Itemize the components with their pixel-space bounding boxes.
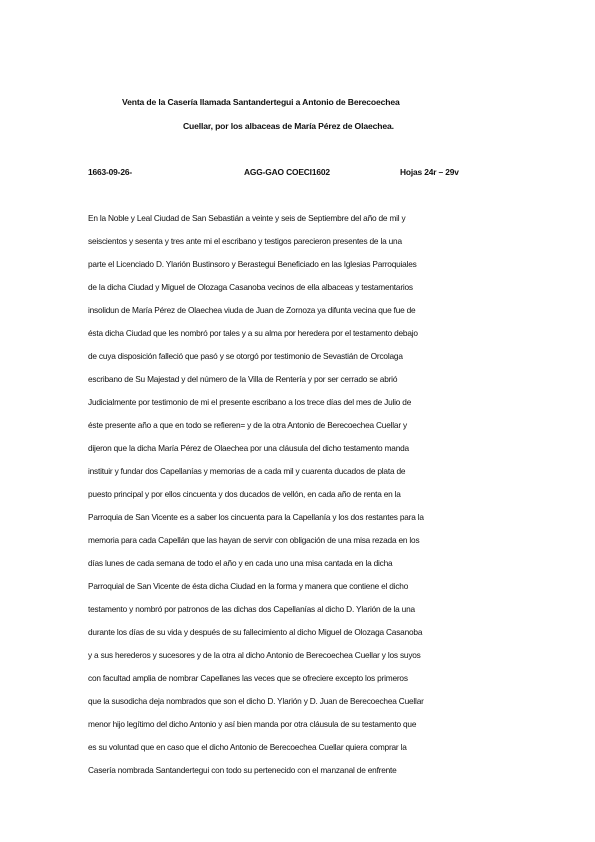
body-line: de la dicha Ciudad y Miguel de Olozaga Casanoba vecinos de ella albaceas y testamentarios: [88, 282, 413, 292]
body-line: Judicialmente por testimonio de mi el presente escribano a los trece días del mes de Julio de: [88, 397, 412, 407]
body-line: Parroquial de San Vicente de ésta dicha Ciudad en la forma y manera que contiene el dicho: [88, 581, 409, 591]
body-line: con facultad amplia de nombrar Capellanes las veces que se ofreciere excepto los primeros: [88, 673, 408, 683]
document-date: 1663-09-26-: [88, 167, 132, 177]
body-line: es su voluntad que en caso que el dicho Antonio de Berecoechea Cuellar quiera comprar la: [88, 742, 407, 752]
body-line: menor hijo legítimo del dicho Antonio y así bien manda por otra cláusula de su testamento que: [88, 719, 417, 729]
body-line: y a sus herederos y sucesores y de la otra al dicho Antonio de Berecoechea Cuellar y los suyos: [88, 650, 421, 660]
body-line: En la Noble y Leal Ciudad de San Sebastián a veinte y seis de Septiembre del año de mil y: [88, 213, 406, 223]
body-line: ésta dicha Ciudad que les nombró por tales y a su alma por heredera por el testamento debajo: [88, 328, 418, 338]
body-line: éste presente año a que en todo se refieren= y de la otra Antonio de Berecoechea Cuellar y: [88, 420, 407, 430]
body-line: testamento y nombró por patronos de las dichas dos Capellanías al dicho D. Ylarión de la una: [88, 604, 415, 614]
body-line: memoria para cada Capellán que las hayan de servir con obligación de una misa rezada en los: [88, 535, 420, 545]
body-line: insolidun de María Pérez de Olaechea viuda de Juan de Zornoza ya difunta vecina que fue de: [88, 305, 416, 315]
body-line: días lunes de cada semana de todo el año y en cada uno una misa cantada en la dicha: [88, 558, 393, 568]
body-line: parte el Licenciado D. Ylarión Bustinsoro y Berastegui Beneficiado en las Iglesias Parroquiales: [88, 259, 417, 269]
body-line: dijeron que la dicha María Pérez de Olaechea por una cláusula del dicho testamento manda: [88, 443, 409, 453]
body-line: instituir y fundar dos Capellanías y memorias de a cada mil y cuarenta ducados de plata de: [88, 466, 406, 476]
document-title-line-2: Cuellar, por los albaceas de María Pérez de Olaechea.: [183, 121, 394, 131]
body-line: Parroquia de San Vicente es a saber los cincuenta para la Capellanía y los dos restantes para la: [88, 512, 424, 522]
body-line: durante los días de su vida y después de su fallecimiento al dicho Miguel de Olozaga Casanoba: [88, 627, 423, 637]
document-title-line-1: Venta de la Casería llamada Santandertegui a Antonio de Berecoechea: [122, 97, 400, 107]
folio-range: Hojas 24r – 29v: [400, 167, 459, 177]
archive-reference: AGG-GAO COECI1602: [244, 167, 330, 177]
body-line: seiscientos y sesenta y tres ante mi el escribano y testigos parecieron presentes de la una: [88, 236, 402, 246]
body-line: de cuya disposición falleció que pasó y se otorgó por testimonio de Sevastián de Orcolaga: [88, 351, 403, 361]
body-line: escribano de Su Majestad y del número de la Villa de Rentería y por ser cerrado se abrió: [88, 374, 398, 384]
body-line: que la susodicha deja nombrados que son el dicho D. Ylarión y D. Juan de Berecoechea Cuellar: [88, 696, 424, 706]
body-line: Casería nombrada Santandertegui con todo su pertenecido con el manzanal de enfrente: [88, 765, 397, 775]
body-line: puesto principal y por ellos cincuenta y dos ducados de vellón, en cada año de renta en la: [88, 489, 401, 499]
